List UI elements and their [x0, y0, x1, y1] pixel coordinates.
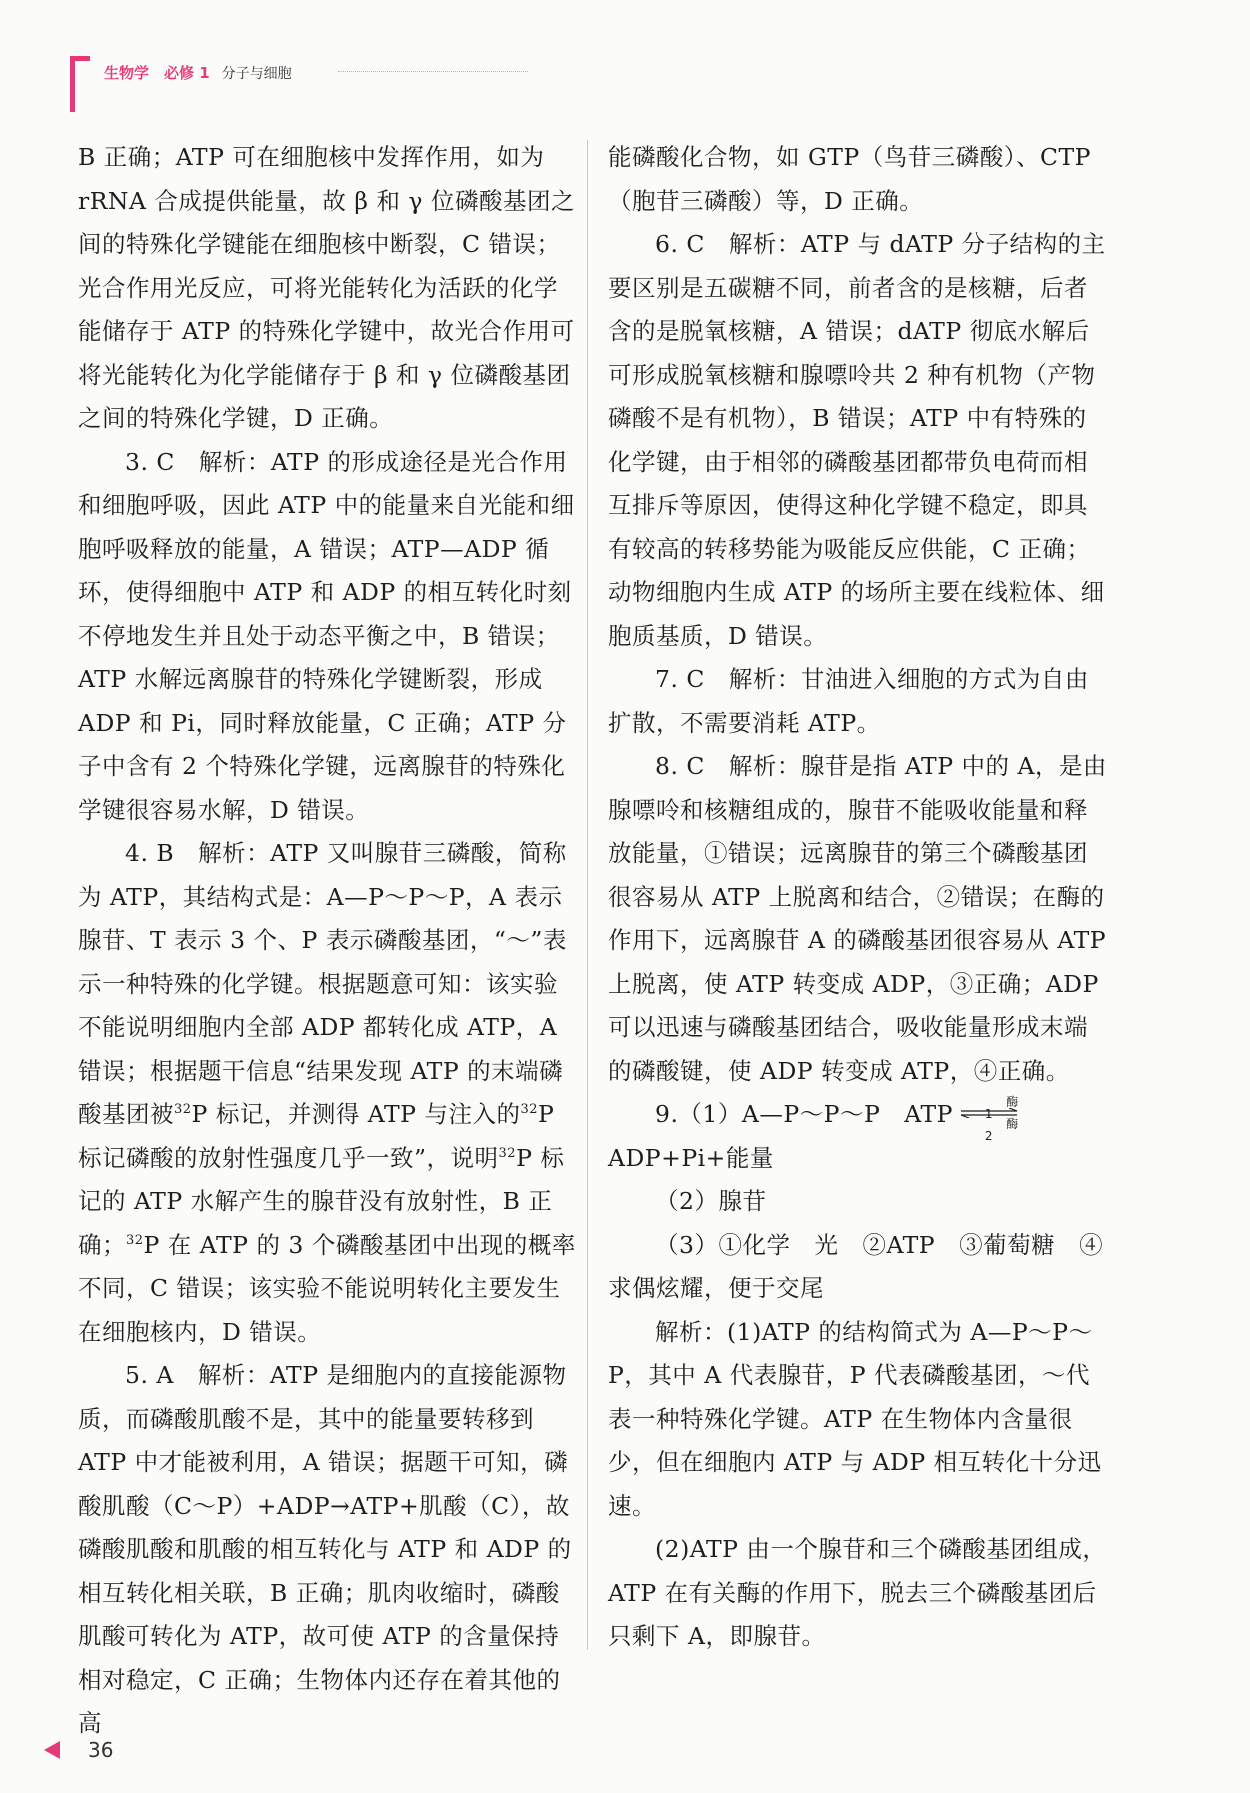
enzyme-2-label: 酶2 — [984, 1117, 1019, 1143]
superscript-32: 32 — [126, 1232, 144, 1248]
answer-7: 7. C 解析：甘油进入细胞的方式为自由扩散，不需要消耗 ATP。 — [608, 665, 1089, 737]
answer-4-text-b: P 标记，并测得 ATP 与注入的 — [191, 1100, 521, 1128]
header-subject: 生物学 必修 1 — [104, 64, 210, 82]
reversible-reaction-arrow — [959, 1095, 1019, 1143]
answer-9-part-1 — [608, 1093, 1110, 1180]
enzyme-1-label: 酶1 — [984, 1095, 1019, 1121]
answer-4 — [78, 832, 576, 1354]
answer-9-part-1-start: 9.（1）A—P～P～P ATP — [655, 1100, 953, 1128]
left-column — [78, 136, 576, 1746]
running-header — [70, 56, 490, 116]
answer-4-text-d: P 标记的 ATP 水解产生的腺苷没有放射性，B 正确； — [78, 1143, 565, 1259]
header-rule — [338, 71, 528, 73]
answer-9-part-2: （2）腺苷 — [655, 1187, 767, 1215]
answer-4-text-a: 4. B 解析：ATP 又叫腺苷三磷酸，简称为 ATP，其结构式是：A—P～P～P，A 表示腺苷、T 表示 3 个、P 表示磷酸基团，“～”表示一种特殊的化学键。根据题意可知：该实验不能说明细胞内全部 ADP 都转化成 ATP，A 错误；根据题干信息“结果发现 ATP 的末端磷酸基团被 — [78, 839, 567, 1128]
header-text — [104, 62, 292, 83]
answer-5: 5. A 解析：ATP 是细胞内的直接能源物质，而磷酸肌酸不是，其中的能量要转移到 ATP 中才能被利用，A 错误；据题干可知，磷酸肌酸（C～P）+ADP→ATP+肌酸（C），故磷酸肌酸和肌酸的相互转化与 ATP 和 ADP 的相互转化相关联，B 正确；肌肉收缩时，磷酸肌酸可转化为 ATP，故可使 ATP 的含量保持相对稳定，C 正确；生物体内还存在着其他的高 — [78, 1361, 572, 1737]
answer-9-part-3: （3）①化学 光 ②ATP ③葡萄糖 ④求偶炫耀，便于交尾 — [608, 1230, 1104, 1302]
answer-3: 3. C 解析：ATP 的形成途径是光合作用和细胞呼吸，因此 ATP 中的能量来自光能和细胞呼吸释放的能量，A 错误；ATP—ADP 循环，使得细胞中 ATP 和 ADP 的相互转化时刻不停地发生并且处于动态平衡之中，B 错误；ATP 水解远离腺苷的特殊化学键断裂，形成 ADP 和 Pi，同时释放能量，C 正确；ATP 分子中含有 2 个特殊化学键，远离腺苷的特殊化学键很容易水解，D 错误。 — [78, 447, 575, 824]
answer-8: 8. C 解析：腺苷是指 ATP 中的 A，是由腺嘌呤和核糖组成的，腺苷不能吸收能量和释放能量，①错误；远离腺苷的第三个磷酸基团很容易从 ATP 上脱离和结合，②错误；在酶的作用下，远离腺苷 A 的磷酸基团很容易从 ATP 上脱离，使 ATP 转变成 ADP，③正确；ADP 可以迅速与磷酸基团结合，吸收能量形成末端的磷酸键，使 ADP 转变成 ATP，④正确。 — [608, 752, 1107, 1085]
answer-2-continued: B 正确；ATP 可在细胞核中发挥作用，如为 rRNA 合成提供能量，故 β 和 γ 位磷酸基团之间的特殊化学键能在细胞核中断裂，C 错误；光合作用光反应，可将光能转化为活跃的化学能储存于 ATP 的特殊化学键中，故光合作用可将光能转化为化学能储存于 β 和 γ 位磷酸基团之间的特殊化学键，D 正确。 — [78, 143, 575, 432]
superscript-32: 32 — [498, 1145, 517, 1161]
answer-4-text-e: P 在 ATP 的 3 个磷酸基团中出现的概率不同，C 错误；该实验不能说明转化主要发生在细胞核内，D 错误。 — [78, 1230, 576, 1346]
header-subtitle: 分子与细胞 — [221, 66, 292, 82]
answer-9-part-1-end: ADP+Pi+能量 — [608, 1143, 774, 1172]
superscript-32: 32 — [174, 1102, 192, 1117]
answer-9-explanation-1: 解析：(1)ATP 的结构简式为 A—P～P～P，其中 A 代表腺苷，P 代表磷酸基团，～代表一种特殊化学键。ATP 在生物体内含量很少，但在细胞内 ATP 与 ADP 相互转化十分迅速。 — [608, 1317, 1102, 1520]
right-column — [608, 136, 1110, 1659]
superscript-32: 32 — [520, 1102, 538, 1117]
header-corner-mark — [70, 56, 75, 112]
answer-6: 6. C 解析：ATP 与 dATP 分子结构的主要区别是五碳糖不同，前者含的是核糖，后者含的是脱氧核糖，A 错误；dATP 彻底水解后可形成脱氧核糖和腺嘌呤共 2 种有机物（产物磷酸不是有机物），B 错误；ATP 中有特殊的化学键，由于相邻的磷酸基团都带负电荷而相互排斥等原因，使得这种化学键不稳定，即具有较高的转移势能为吸能反应供能，C 正确；动物细胞内生成 ATP 的场所主要在线粒体、细胞质基质，D 错误。 — [608, 230, 1106, 650]
answer-5-continued: 能磷酸化合物，如 GTP（鸟苷三磷酸）、CTP（胞苷三磷酸）等，D 正确。 — [608, 143, 1091, 215]
answer-9-explanation-2: (2)ATP 由一个腺苷和三个磷酸基团组成，ATP 在有关酶的作用下，脱去三个磷酸基团后只剩下 A，即腺苷。 — [608, 1535, 1107, 1650]
column-divider — [587, 140, 588, 1650]
page-number: 36 — [88, 1738, 114, 1762]
header-corner-mark-top — [70, 56, 90, 61]
answer-4-text-c: P 标记磷酸的放射性强度几乎一致”，说明 — [78, 1100, 555, 1172]
page-marker-triangle-icon — [44, 1741, 60, 1759]
